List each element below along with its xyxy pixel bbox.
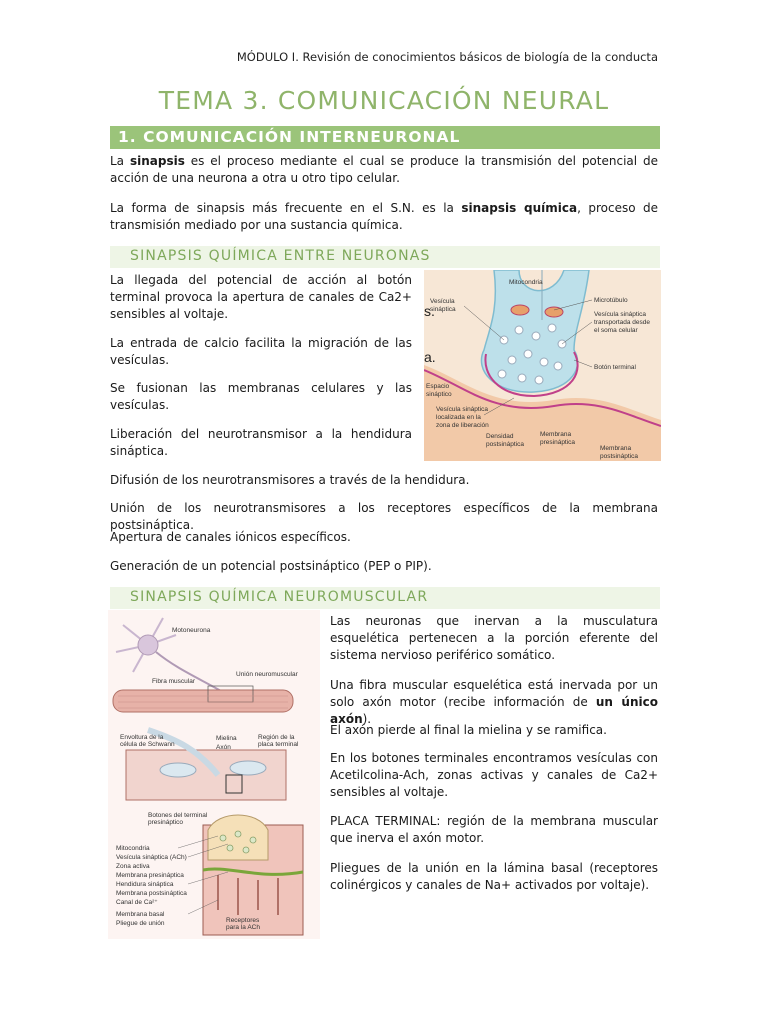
label-botones-2: presináptico (148, 819, 184, 826)
label-vl-1: Vesícula sináptica (436, 406, 489, 413)
label-list-2: Vesícula sináptica (ACh) (116, 854, 187, 861)
paragraph: La sinapsis es el proceso mediante el cual se produce la transmisión del potencial de acción de una neurona a otra u otro tipo celular. (110, 154, 658, 185)
paragraph: El axón pierde al final la mielina y se ramifica. (330, 723, 607, 737)
bold-term: sinapsis (129, 154, 185, 168)
label-microtubulo: Microtúbulo (594, 297, 628, 304)
paragraph: La forma de sinapsis más frecuente en el S.N. es la sinapsis química, proceso de transmisión mediado por una sustancia química. (110, 201, 658, 232)
label-boton: Botón terminal (594, 364, 636, 371)
label-mpost-1: Membrana (600, 445, 632, 452)
label-region-2: placa terminal (258, 741, 299, 748)
label-mpost-2: postsináptica (600, 453, 638, 460)
label-vs-1: Vesícula sináptica (594, 311, 647, 318)
label-sinaptica: sináptica (430, 306, 456, 313)
label-vl-2: localizada en la (436, 414, 481, 421)
text-fragment: s. (424, 303, 435, 319)
label-densidad-1: Densidad (486, 433, 514, 440)
label-list-9: Pliegue de unión (116, 920, 165, 927)
label-vs-3: el soma celular (594, 327, 638, 334)
step-text: Se fusionan las membranas celulares y las vesículas. (110, 381, 412, 412)
label-list-4: Membrana presináptica (116, 872, 184, 879)
label-list-8: Membrana basal (116, 911, 165, 918)
neuromuscular-figure (108, 610, 320, 939)
label-receptores-2: para la ACh (226, 924, 260, 931)
paragraph: PLACA TERMINAL: región de la membrana muscular que inerva el axón motor. (330, 814, 658, 845)
label-list-3: Zona activa (116, 863, 150, 870)
label-mpre-1: Membrana (540, 431, 572, 438)
subsection-heading-bar (110, 246, 660, 268)
text-fragment: a. (424, 349, 436, 365)
label-mitocondria: Mitocondria (509, 279, 543, 286)
label-vesicula: Vesícula (430, 298, 455, 305)
paragraph: Las neuronas que inervan a la musculatura esquelética pertenecen a la porción eferente del sistema nervioso periférico somático. (330, 614, 658, 662)
label-mpre-2: presináptica (540, 439, 576, 446)
section-heading: 1. COMUNICACIÓN INTERNEURONAL (118, 128, 461, 146)
label-region-1: Región de la (258, 734, 295, 741)
label-list-7: Canal de Ca²⁺ (116, 899, 158, 906)
step-text: Difusión de los neurotransmisores a través de la hendidura. (110, 473, 470, 487)
label-fibra: Fibra muscular (152, 678, 195, 685)
bold-term: un único axón (330, 695, 658, 726)
paragraph: Pliegues de la unión en la lámina basal (receptores colinérgicos y canales de Na+ activados por voltaje). (330, 861, 658, 892)
page-header: MÓDULO I. Revisión de conocimientos básicos de biología de la conducta (236, 50, 658, 64)
label-env-1: Envoltura de la (120, 734, 164, 741)
label-vl-3: zona de liberación (436, 422, 489, 429)
step-text: La llegada del potencial de acción al botón terminal provoca la apertura de canales de Ca2+ sensibles al voltaje. (110, 273, 412, 321)
label-list-5: Hendidura sináptica (116, 881, 174, 888)
label-botones-1: Botones del terminal (148, 812, 208, 819)
label-env-2: célula de Schwann (120, 741, 175, 748)
paragraph: Una fibra muscular esquelética está inervada por un solo axón motor (recibe información de un único axón). (330, 678, 658, 726)
subsection-heading: SINAPSIS QUÍMICA ENTRE NEURONAS (130, 248, 431, 264)
label-densidad-2: postsináptica (486, 441, 524, 448)
subsection-heading: SINAPSIS QUÍMICA NEUROMUSCULAR (130, 589, 429, 605)
label-espacio-1: Espacio (426, 383, 450, 390)
step-text: Generación de un potencial postsináptico (PEP o PIP). (110, 559, 432, 573)
label-axon: Axón (216, 744, 231, 751)
synapse-figure (424, 270, 661, 461)
bold-term: sinapsis química (461, 201, 578, 215)
step-text: Liberación del neurotransmisor a la hendidura sináptica. (110, 427, 412, 458)
step-text: La entrada de calcio facilita la migración de las vesículas. (110, 336, 412, 367)
label-espacio-2: sináptico (426, 391, 452, 398)
label-mielina: Mielina (216, 735, 237, 742)
step-text: Unión de los neurotransmisores a los receptores específicos de la membrana postsináptica. (110, 501, 658, 532)
label-list-6: Membrana postsináptica (116, 890, 187, 897)
section-heading-bar (110, 126, 660, 149)
paragraph: En los botones terminales encontramos vesículas con Acetilcolina-Ach, zonas activas y canales de Ca2+ sensibles al voltaje. (330, 751, 658, 799)
label-motoneurona: Motoneurona (172, 627, 211, 634)
label-union: Unión neuromuscular (236, 671, 298, 678)
label-list-1: Mitocondria (116, 845, 150, 852)
label-vs-2: transportada desde (594, 319, 651, 326)
subsection-heading-bar (110, 587, 660, 609)
page-title: TEMA 3. COMUNICACIÓN NEURAL (158, 86, 610, 115)
step-text: Apertura de canales iónicos específicos. (110, 530, 351, 544)
label-receptores-1: Receptores (226, 917, 260, 924)
